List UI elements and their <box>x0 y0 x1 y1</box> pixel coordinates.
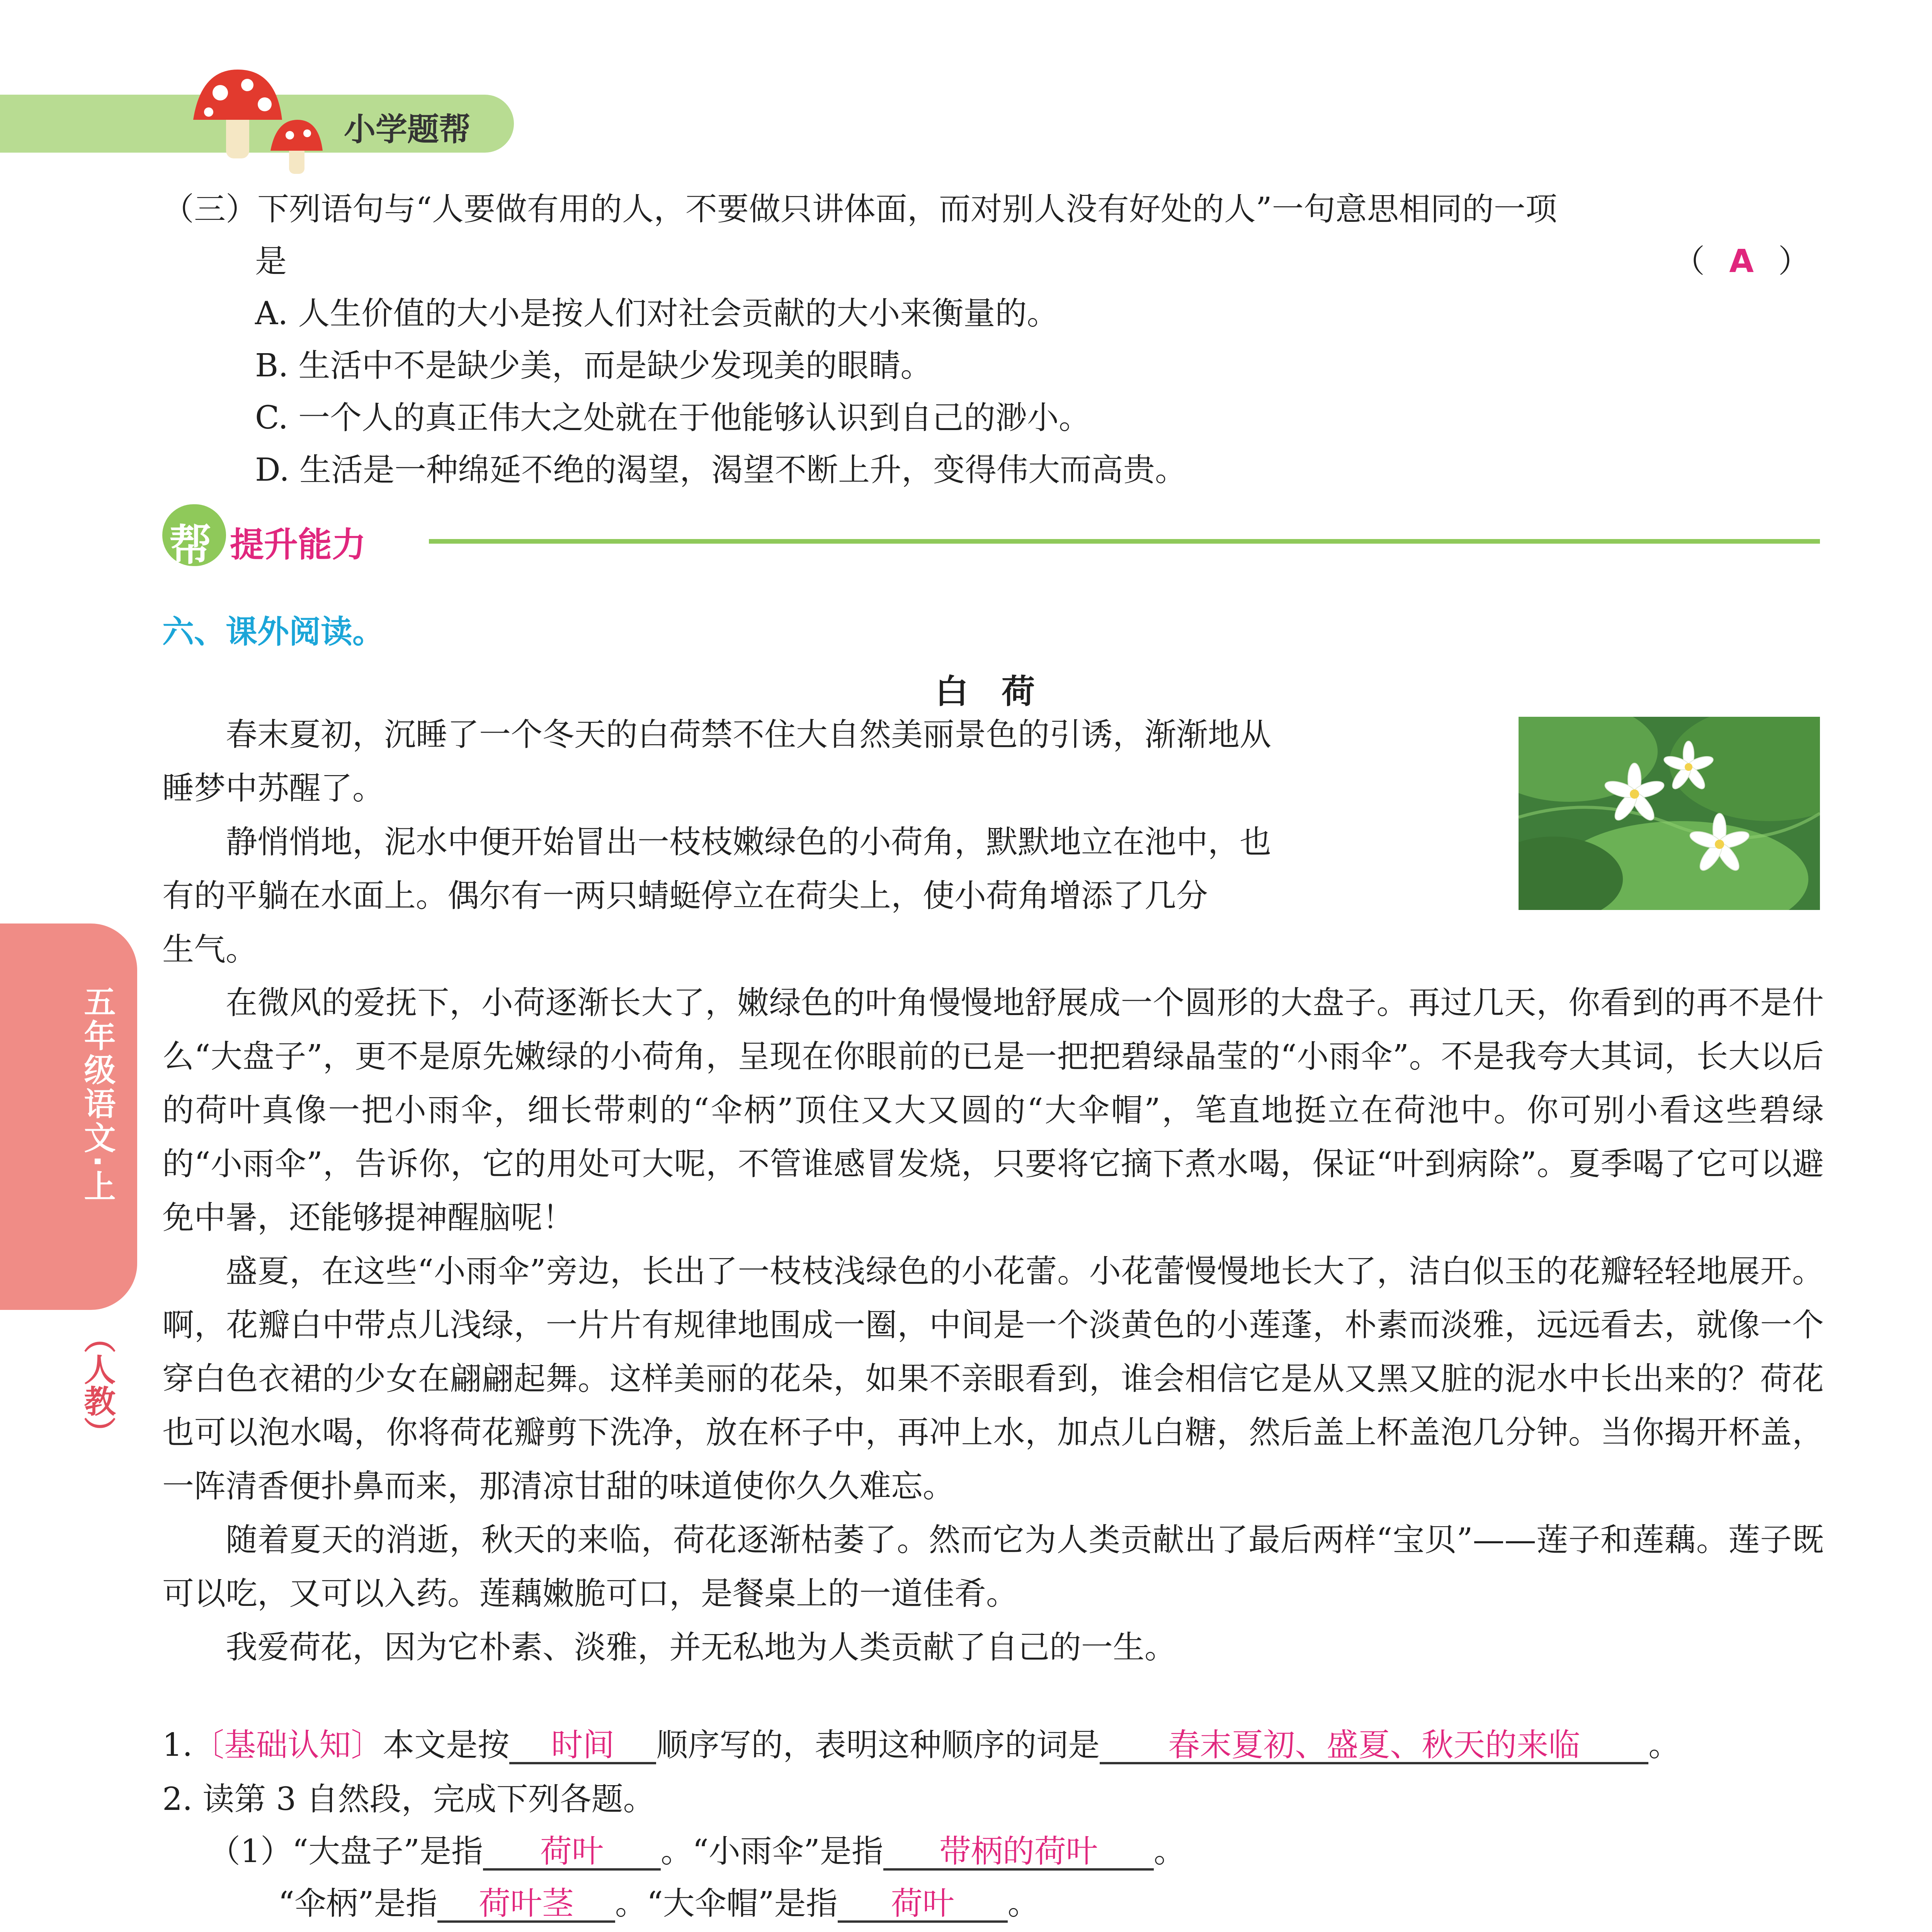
para2-line2: 有的平躺在水面上。偶尔有一两只蜻蜓停立在荷尖上，使小荷角增添了几分 <box>162 878 1208 914</box>
para5: 随着夏天的消逝，秋天的来临，荷花逐渐枯萎了。然而它为人类贡献出了最后两样“宝贝”——莲子和莲藕。莲子既可以吃，又可以入药。莲藕嫩脆可口，是餐桌上的一道佳肴。 <box>162 1522 1824 1612</box>
para4: 盛夏，在这些“小雨伞”旁边，长出了一枝枝浅绿色的小花蕾。小花蕾慢慢地长大了，洁白似玉的花瓣轻轻地展开。啊，花瓣白中带点儿浅绿，一片片有规律地围成一圈，中间是一个淡黄色的小莲蓬，朴素而淡雅，远远看去，就像一个穿白色衣裙的少女在翩翩起舞。这样美丽的花朵，如果不亲眼看到，谁会相信它是从又黑又脏的泥水中长出来的？荷花也可以泡水喝，你将荷花瓣剪下洗净，放在杯子中，再冲上水，加点儿白糖，然后盖上杯盖泡几分钟。当你揭开杯盖，一阵清香便扑鼻而来，那清凉甘甜的味道使你久久难忘。 <box>162 1253 1824 1505</box>
reading-body <box>162 976 1824 1674</box>
reading-title: 白 荷 <box>935 672 1035 711</box>
q1-tag: 〔基础认知〕 <box>192 1727 383 1764</box>
q2-answer-handle: 荷叶茎 <box>437 1887 615 1923</box>
q1-answer-words: 春末夏初、盛夏、秋天的来临 <box>1100 1729 1648 1764</box>
para1-line2: 睡梦中苏醒了。 <box>162 770 384 807</box>
para3: 在微风的爱抚下，小荷逐渐长大了，嫩绿色的叶角慢慢地舒展成一个圆形的大盘子。再过几天，你看到的再不是什么“大盘子”，更不是原先嫩绿的小荷角，呈现在你眼前的已是一把把碧绿晶莹的“小雨伞”。不是我夸大其词，长大以后的荷叶真像一把小雨伞，细长带刺的“伞柄”顶住又大又圆的“大伞帽”，笔直地挺立在荷池中。你可别小看这些碧绿的“小雨伞”，告诉你，它的用处可大呢，不管谁感冒发烧，只要将它摘下煮水喝，保证“叶到病除”。夏季喝了它可以避免中暑，还能够提神醒脑呢！ <box>162 985 1824 1236</box>
para2-line3: 生气。 <box>162 931 258 968</box>
q3-option-b: B. 生活中不是缺少美，而是缺少发现美的眼睛。 <box>255 347 932 384</box>
question-2-intro: 2. 读第 3 自然段，完成下列各题。 <box>162 1781 655 1818</box>
q3-option-c: C. 一个人的真正伟大之处就在于他能够认识到自己的渺小。 <box>255 400 1090 436</box>
reading-heading: 六、课外阅读。 <box>162 614 384 650</box>
question-2-row1: （1）“大盘子”是指 荷叶 。“小雨伞”是指 带柄的荷叶 。 <box>209 1833 1185 1871</box>
banner-badge <box>162 504 226 570</box>
white-lotus-photo <box>1519 717 1820 910</box>
q2-answer-big-plate: 荷叶 <box>483 1835 661 1871</box>
brand-title: 小学题帮 <box>344 111 471 148</box>
q1-answer-order: 时间 <box>509 1729 656 1764</box>
q3-stem-line2: 是 <box>255 243 287 280</box>
banner-badge-text: 帮 <box>169 520 212 570</box>
side-tab-edition: （人教） <box>79 1321 116 1448</box>
q3-answer-slot: （ A ） <box>1673 243 1810 280</box>
q2-answer-umbrella: 带柄的荷叶 <box>883 1835 1154 1871</box>
banner-title: 提升能力 <box>230 525 366 565</box>
q3-answer: A <box>1729 243 1754 280</box>
section-banner <box>162 502 1824 568</box>
para1-line1: 春末夏初，沉睡了一个冬天的白荷禁不住大自然美丽景色的引诱，渐渐地从 <box>226 716 1272 753</box>
question-2-row2: “伞柄”是指 荷叶茎 。“大伞帽”是指 荷叶 。 <box>278 1886 1039 1923</box>
question-1: 1.〔基础认知〕本文是按 时间 顺序写的，表明这种顺序的词是 春末夏初、盛夏、秋天的来临 。 <box>162 1727 1680 1764</box>
q3-stem-line1: （三）下列语句与“人要做有用的人，不要做只讲体面，而对别人没有好处的人”一句意思相同的一项 <box>162 191 1557 228</box>
para2-line1: 静悄悄地，泥水中便开始冒出一枝枝嫩绿色的小荷角，默默地立在池中，也 <box>226 824 1272 861</box>
side-tab-grade: 五年级语文·上 <box>79 985 116 1204</box>
q2-answer-hat: 荷叶 <box>838 1887 1008 1923</box>
banner-rule <box>429 539 1820 544</box>
q3-option-a: A. 人生价值的大小是按人们对社会贡献的大小来衡量的。 <box>255 295 1059 332</box>
q3-option-d: D. 生活是一种绵延不绝的渴望，渴望不断上升，变得伟大而高贵。 <box>255 452 1187 488</box>
para6: 我爱荷花，因为它朴素、淡雅，并无私地为人类贡献了自己的一生。 <box>226 1629 1177 1666</box>
mushroom-icon <box>185 58 348 182</box>
